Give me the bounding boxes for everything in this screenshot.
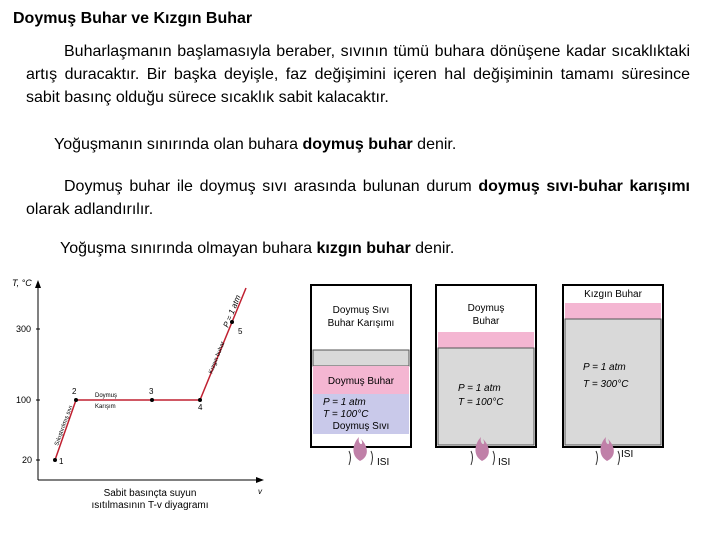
state-label-4: 4 <box>198 403 203 412</box>
cylinder-top-label-1: Kızgın Buhar <box>584 289 642 300</box>
pressure-value: P = 1 atm <box>458 383 501 394</box>
tv-diagram <box>0 270 280 495</box>
heat-label: ISI <box>498 457 511 468</box>
text-segment: Yoğuşmanın sınırında olan buhara <box>54 136 303 153</box>
vapor-region <box>565 303 661 319</box>
y-axis-label: T, °C <box>12 278 32 288</box>
paragraph-superheated <box>60 237 700 260</box>
text-segment: Yoğuşma sınırında olmayan buhara <box>60 240 317 257</box>
paragraph-evaporation <box>26 40 690 109</box>
text-segment: denir. <box>410 240 455 257</box>
vapor-label: Doymuş Buhar <box>327 376 395 387</box>
state-label-1: 1 <box>59 457 64 466</box>
paragraph-evaporation-text: Buharlaşmanın başlamasıyla beraber, sıvının tümü buhara dönüşene kadar sıcaklıktaki artış duracaktır. Bir başka deyişle, faz değişimini içeren hal değişiminin tamamı süresince sabit basınç olduğu sürece sıcaklık sabit kalacaktır. <box>26 43 690 106</box>
liquid-label: Doymuş Sıvı <box>332 421 390 432</box>
text-segment: Doymuş buhar ile doymuş sıvı arasında bulunan durum <box>64 178 479 195</box>
state-label-3: 3 <box>149 387 154 396</box>
paragraph-saturated-vapor <box>54 133 694 156</box>
x-axis-arrow-icon <box>256 477 264 483</box>
y-tick-label-20: 20 <box>22 455 33 465</box>
heat-label: ISI <box>377 457 390 468</box>
term-superheated: kızgın buhar <box>316 240 411 257</box>
text-segment: olarak adlandırılır. <box>26 201 154 218</box>
pressure-label: P = 1 atm <box>221 293 243 329</box>
vapor-region <box>438 332 534 348</box>
y-axis-arrow-icon <box>35 280 41 288</box>
state-label-5: 5 <box>238 327 243 336</box>
pressure-value: P = 1 atm <box>323 397 366 408</box>
temperature-value: T = 100°C <box>458 397 504 408</box>
y-tick-label-300: 300 <box>16 324 32 334</box>
state-label-2: 2 <box>72 387 77 396</box>
temperature-value: T = 100°C <box>323 409 369 420</box>
cylinder-superheated <box>557 275 672 480</box>
heat-label: ISI <box>621 449 634 460</box>
term-saturated-vapor: doymuş buhar <box>302 136 413 153</box>
cylinder-top-label-2: Buhar <box>472 316 500 327</box>
superheated-label: Kızgın buhar <box>208 340 227 375</box>
state-point-4 <box>198 398 202 402</box>
state-point-2 <box>74 398 78 402</box>
term-mixture: doymuş sıvı-buhar karışımı <box>478 178 690 195</box>
pressure-value: P = 1 atm <box>583 362 626 373</box>
paragraph-mixture <box>26 175 690 221</box>
state-point-1 <box>53 458 57 462</box>
cylinder-top-label-2: Buhar Karışımı <box>327 318 395 329</box>
cylinder-mixture <box>305 275 420 480</box>
caption-line-1: Sabit basınçta suyun <box>103 488 197 499</box>
cylinder-saturated-vapor <box>430 275 545 480</box>
cylinder-top-label-1: Doymuş Sıvı <box>332 305 390 316</box>
mixture-label-1: Doymuş <box>95 393 118 399</box>
diagram-caption <box>70 488 230 512</box>
cylinder-top-label-1: Doymuş <box>467 303 505 314</box>
mixture-label-2: Karışım <box>95 404 116 410</box>
page-title: Doymuş Buhar ve Kızgın Buhar <box>13 10 253 27</box>
state-point-3 <box>150 398 154 402</box>
temperature-value: T = 300°C <box>583 379 629 390</box>
piston <box>313 350 409 366</box>
text-segment: denir. <box>412 136 457 153</box>
x-axis-label: v <box>258 487 262 495</box>
caption-line-2: ısıtılmasının T-v diyagramı <box>91 500 209 511</box>
compressed-liquid-label: Sıkıştırılmış sıvı <box>54 404 75 447</box>
y-tick-label-100: 100 <box>16 395 32 405</box>
